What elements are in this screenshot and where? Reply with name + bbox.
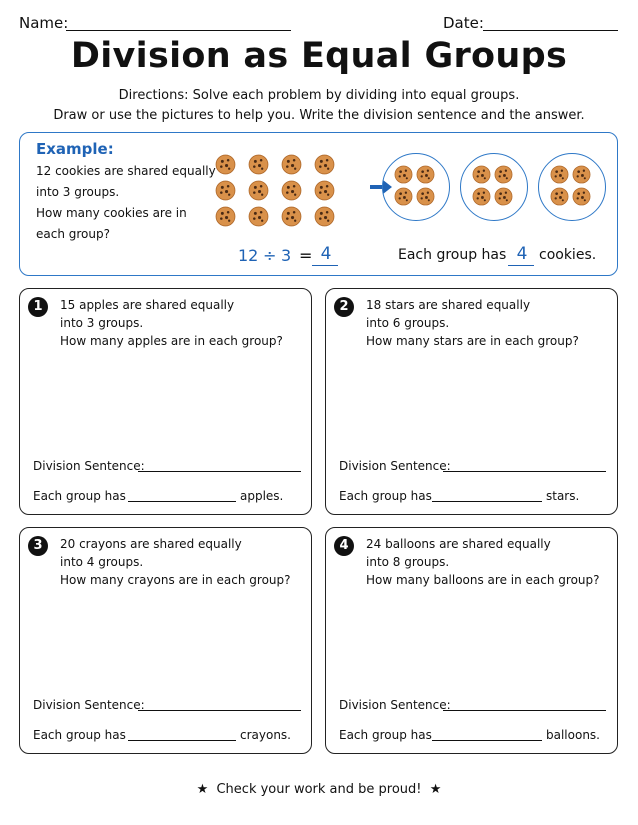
cookie-icon — [550, 165, 569, 184]
answer-field[interactable] — [128, 740, 236, 741]
problem-text: 15 apples are shared equally — [60, 298, 235, 312]
equation-operator: ÷ — [263, 246, 277, 265]
cookie-icon — [550, 187, 569, 206]
cookie-icon — [248, 206, 269, 227]
answer-field[interactable] — [432, 501, 542, 502]
cookie-icon — [416, 165, 435, 184]
division-sentence-field[interactable] — [138, 471, 301, 472]
cookie-icon — [494, 165, 513, 184]
group-suffix: balloons. — [546, 728, 600, 742]
equation-equals: = — [299, 246, 313, 265]
page-title: Division as Equal Groups — [70, 36, 568, 76]
cookie-icon — [281, 206, 302, 227]
answer-field[interactable] — [432, 740, 542, 741]
problem-text: into 6 groups. — [366, 316, 450, 330]
date-label: Date: — [443, 14, 484, 32]
problem-text: into 4 groups. — [60, 555, 144, 569]
problem-card-1 — [19, 288, 312, 515]
answer-prefix: Each group has — [398, 247, 507, 263]
division-sentence-field[interactable] — [138, 710, 301, 711]
star-icon: ★ — [429, 782, 442, 797]
group-prefix: Each group has — [339, 728, 432, 742]
directions-line-2: Draw or use the pictures to help you. Write the division sentence and the answer. — [53, 108, 585, 123]
group-suffix: stars. — [546, 489, 580, 503]
example-title: Example: — [36, 140, 114, 158]
problem-text: 24 balloons are shared equally — [366, 537, 551, 551]
answer-underline — [508, 265, 534, 266]
equation-divisor: 3 — [281, 246, 292, 265]
cookie-icon — [394, 187, 413, 206]
problem-card-4 — [325, 527, 618, 754]
cookie-icon — [248, 154, 269, 175]
answer-suffix: cookies. — [539, 247, 597, 263]
problem-card-3 — [19, 527, 312, 754]
problem-number-badge: 2 — [334, 297, 354, 317]
name-label: Name: — [19, 14, 69, 32]
answer-underline — [312, 265, 338, 266]
division-sentence-label: Division Sentence: — [339, 459, 451, 473]
date-field[interactable] — [483, 30, 618, 31]
division-sentence-field[interactable] — [443, 471, 606, 472]
cookie-icon — [394, 165, 413, 184]
cookie-icon — [281, 180, 302, 201]
cookie-icon — [281, 154, 302, 175]
problem-text: How many balloons are in each group? — [366, 573, 600, 587]
problem-text: 20 crayons are shared equally — [60, 537, 242, 551]
problem-text: into 3 groups. — [60, 316, 144, 330]
cookie-icon — [215, 154, 236, 175]
problem-text: How many stars are in each group? — [366, 334, 579, 348]
group-prefix: Each group has — [33, 728, 126, 742]
cookie-icon — [215, 180, 236, 201]
equation-dividend: 12 — [238, 246, 259, 265]
star-icon: ★ — [196, 782, 209, 797]
cookie-icon — [572, 165, 591, 184]
example-panel — [19, 132, 618, 276]
cookie-icon — [248, 180, 269, 201]
problem-number-badge: 3 — [28, 536, 48, 556]
cookie-icon — [472, 165, 491, 184]
example-text-line: How many cookies are in — [36, 206, 187, 220]
problem-text: How many crayons are in each group? — [60, 573, 291, 587]
cookie-icon — [494, 187, 513, 206]
footer-text: Check your work and be proud! — [216, 782, 422, 797]
cookie-icon — [314, 180, 335, 201]
example-text-line: each group? — [36, 227, 110, 241]
cookie-icon — [472, 187, 491, 206]
group-suffix: apples. — [240, 489, 284, 503]
problem-text: How many apples are in each group? — [60, 334, 283, 348]
division-sentence-label: Division Sentence: — [339, 698, 451, 712]
example-text-line: 12 cookies are shared equally — [36, 164, 216, 178]
group-prefix: Each group has — [339, 489, 432, 503]
division-sentence-field[interactable] — [443, 710, 606, 711]
division-sentence-label: Division Sentence: — [33, 459, 145, 473]
cookie-icon — [314, 154, 335, 175]
problem-card-2 — [325, 288, 618, 515]
problem-number-badge: 4 — [334, 536, 354, 556]
group-suffix: crayons. — [240, 728, 291, 742]
problem-text: 18 stars are shared equally — [366, 298, 531, 312]
cookie-icon — [215, 206, 236, 227]
group-prefix: Each group has — [33, 489, 126, 503]
cookie-icon — [572, 187, 591, 206]
problem-number-badge: 1 — [28, 297, 48, 317]
name-field[interactable] — [66, 30, 291, 31]
answer-value: 4 — [516, 244, 528, 264]
footer — [0, 782, 638, 797]
problem-text: into 8 groups. — [366, 555, 450, 569]
cookie-icon — [416, 187, 435, 206]
directions-line-1: Directions: Solve each problem by dividing into equal groups. — [118, 88, 520, 103]
example-text-line: into 3 groups. — [36, 185, 120, 199]
cookie-icon — [314, 206, 335, 227]
answer-field[interactable] — [128, 501, 236, 502]
division-sentence-label: Division Sentence: — [33, 698, 145, 712]
equation-answer: 4 — [320, 244, 332, 264]
